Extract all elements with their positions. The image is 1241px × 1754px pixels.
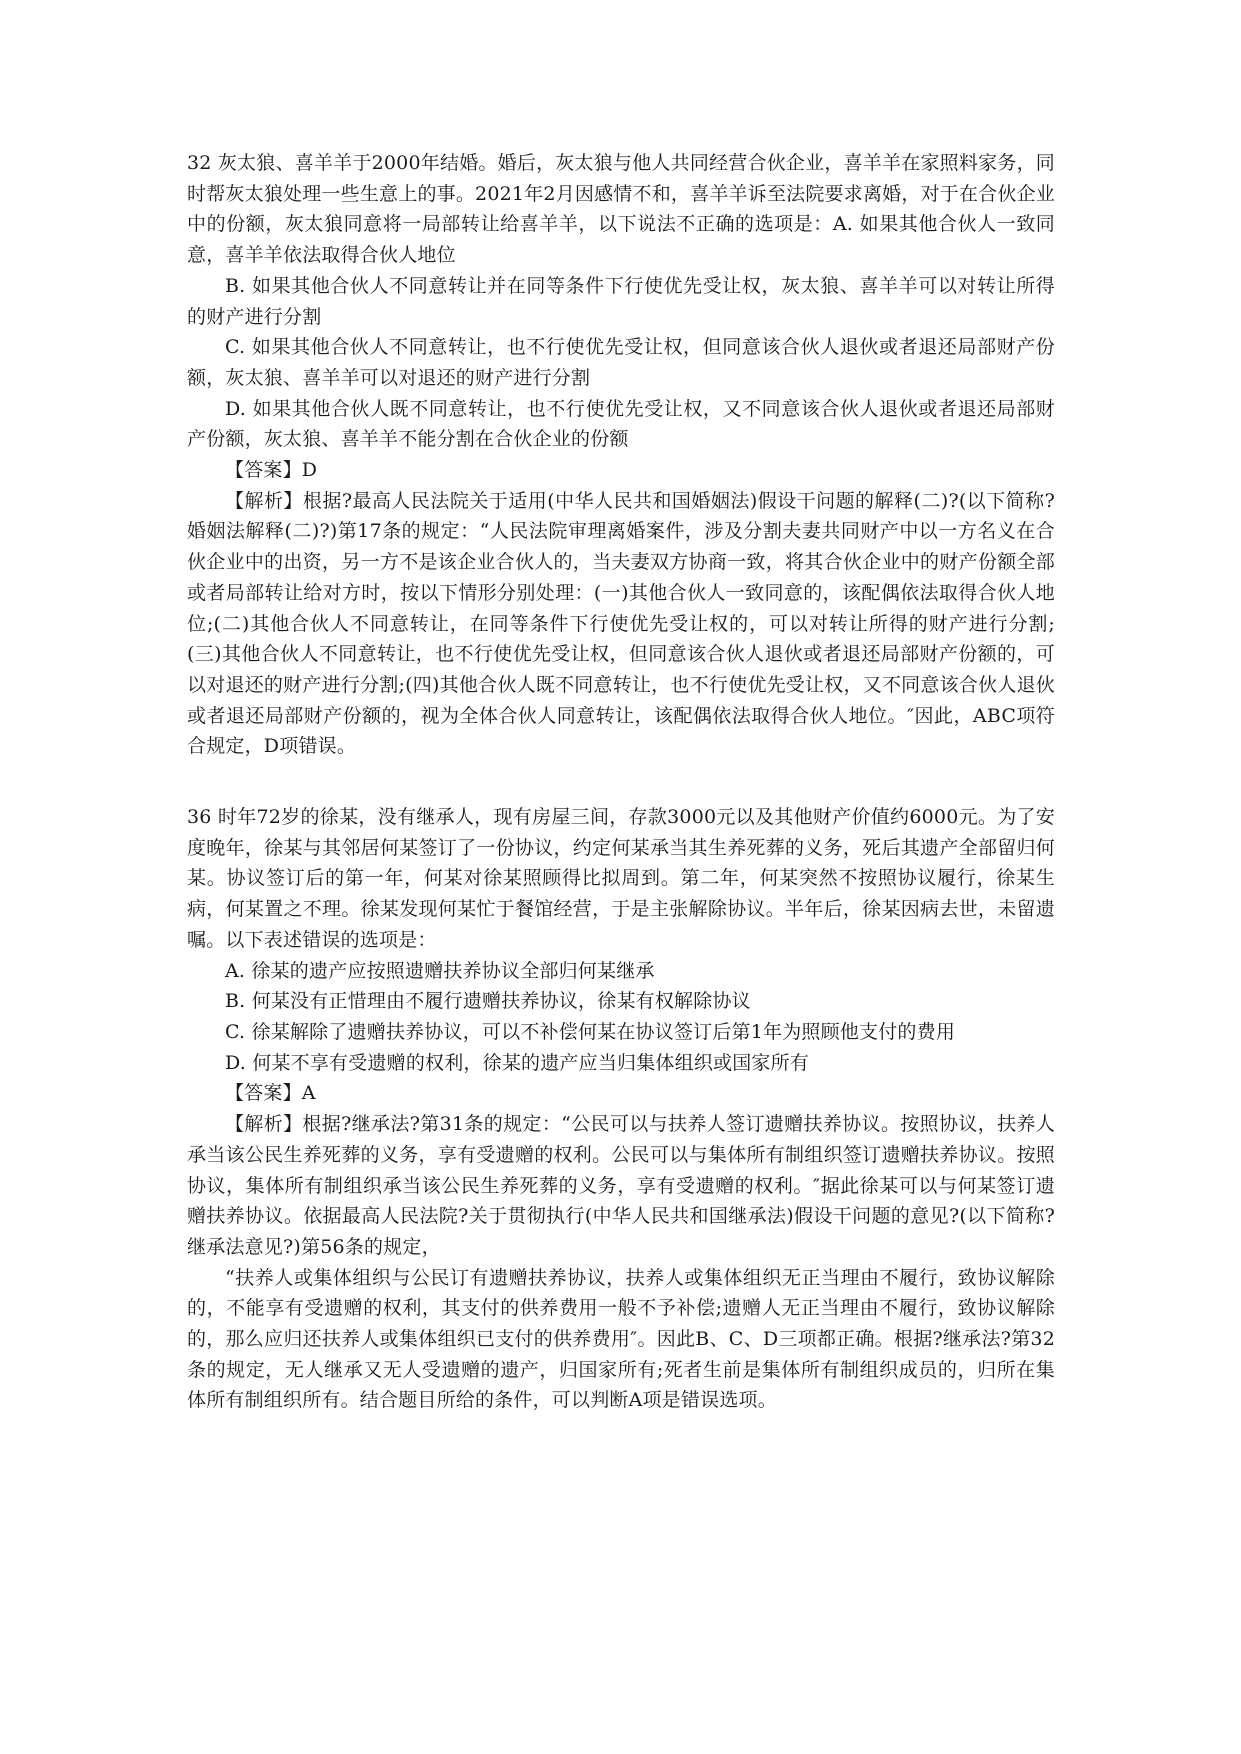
document-page	[187, 148, 1055, 1416]
option-d: D. 何某不享有受遗赠的权利，徐某的遗产应当归集体组织或国家所有	[225, 1051, 810, 1074]
question-stem: 36 时年72岁的徐某，没有继承人，现有房屋三间，存款3000元以及其他财产价值约6000元。为了安度晚年，徐某与其邻居何某签订了一份协议，约定何某承当其生养死葬的义务，死后其遗产全部留归何某。协议签订后的第一年，何某对徐某照顾得比拟周到。第二年，何某突然不按照协议履行，徐某生病，何某置之不理。徐某发现何某忙于餐馆经营，于是主张解除协议。半年后，徐某因病去世，未留遗嘱。以下表述错误的选项是：	[187, 806, 1055, 951]
analysis: 【解析】根据?继承法?第31条的规定：“公民可以与扶养人签订遗赠扶养协议。按照协议，扶养人承当该公民生养死葬的义务，享有受遗赠的权利。公民可以与集体所有制组织签订遗赠扶养协议。按照协议，集体所有制组织承当该公民生养死葬的义务，享有受遗赠的权利。″据此徐某可以与何某签订遗赠扶养协议。依据最高人民法院?关于贯彻执行(中华人民共和国继承法)假设干问题的意见?(以下简称?继承法意见?)第56条的规定，	[187, 1113, 1055, 1258]
answer: 【答案】A	[225, 1082, 316, 1105]
question-32	[187, 148, 1055, 762]
option-d: D. 如果其他合伙人既不同意转让，也不行使优先受让权，又不同意该合伙人退伙或者退还局部财产份额，灰太狼、喜羊羊不能分割在合伙企业的份额	[187, 397, 1055, 451]
option-a: A. 徐某的遗产应按照遗赠扶养协议全部归何某继承	[225, 959, 655, 982]
option-b: B. 何某没有正惜理由不履行遗赠扶养协议，徐某有权解除协议	[225, 990, 751, 1013]
analysis-quote: “扶养人或集体组织与公民订有遗赠扶养协议，扶养人或集体组织无正当理由不履行，致协议解除的，不能享有受遗赠的权利，其支付的供养费用一般不予补偿;遗赠人无正当理由不履行，致协议解除的，那么应归还扶养人或集体组织已支付的供养费用″。因此B、C、D三项都正确。根据?继承法?第32条的规定，无人继承又无人受遗赠的遗产，归国家所有;死者生前是集体所有制组织成员的，归所在集体所有制组织所有。结合题目所给的条件，可以判断A项是错误选项。	[187, 1266, 1055, 1412]
answer: 【答案】D	[225, 459, 318, 482]
option-c: C. 徐某解除了遗赠扶养协议，可以不补偿何某在协议签订后第1年为照顾他支付的费用	[225, 1020, 956, 1043]
section-gap	[187, 762, 1055, 802]
analysis: 【解析】根据?最高人民法院关于适用(中华人民共和国婚姻法)假设干问题的解释(二)?(以下简称?婚姻法解释(二)?)第17条的规定：“人民法院审理离婚案件，涉及分割夫妻共同财产中以一方名义在合伙企业中的出资，另一方不是该企业合伙人的，当夫妻双方协商一致，将其合伙企业中的财产份额全部或者局部转让给对方时，按以下情形分别处理：(一)其他合伙人一致同意的，该配偶依法取得合伙人地位;(二)其他合伙人不同意转让，在同等条件下行使优先受让权的，可以对转让所得的财产进行分割;(三)其他合伙人不同意转让，也不行使优先受让权，但同意该合伙人退伙或者退还局部财产份额的，可以对退还的财产进行分割;(四)其他合伙人既不同意转让，也不行使优先受让权，又不同意该合伙人退伙或者退还局部财产份额的，视为全体合伙人同意转让，该配偶依法取得合伙人地位。″因此，ABC项符合规定，D项错误。	[187, 489, 1055, 758]
option-c: C. 如果其他合伙人不同意转让，也不行使优先受让权，但同意该合伙人退伙或者退还局部财产份额，灰太狼、喜羊羊可以对退还的财产进行分割	[187, 336, 1055, 389]
question-stem: 32 灰太狼、喜羊羊于2000年结婚。婚后，灰太狼与他人共同经营合伙企业，喜羊羊在家照料家务，同时帮灰太狼处理一些生意上的事。2021年2月因感情不和，喜羊羊诉至法院要求离婚，对于在合伙企业中的份额，灰太狼同意将一局部转让给喜羊羊，以下说法不正确的选项是：A. 如果其他合伙人一致同意，喜羊羊依法取得合伙人地位	[187, 152, 1055, 267]
option-b: B. 如果其他合伙人不同意转让并在同等条件下行使优先受让权，灰太狼、喜羊羊可以对转让所得的财产进行分割	[187, 274, 1055, 328]
question-36	[187, 802, 1055, 1416]
